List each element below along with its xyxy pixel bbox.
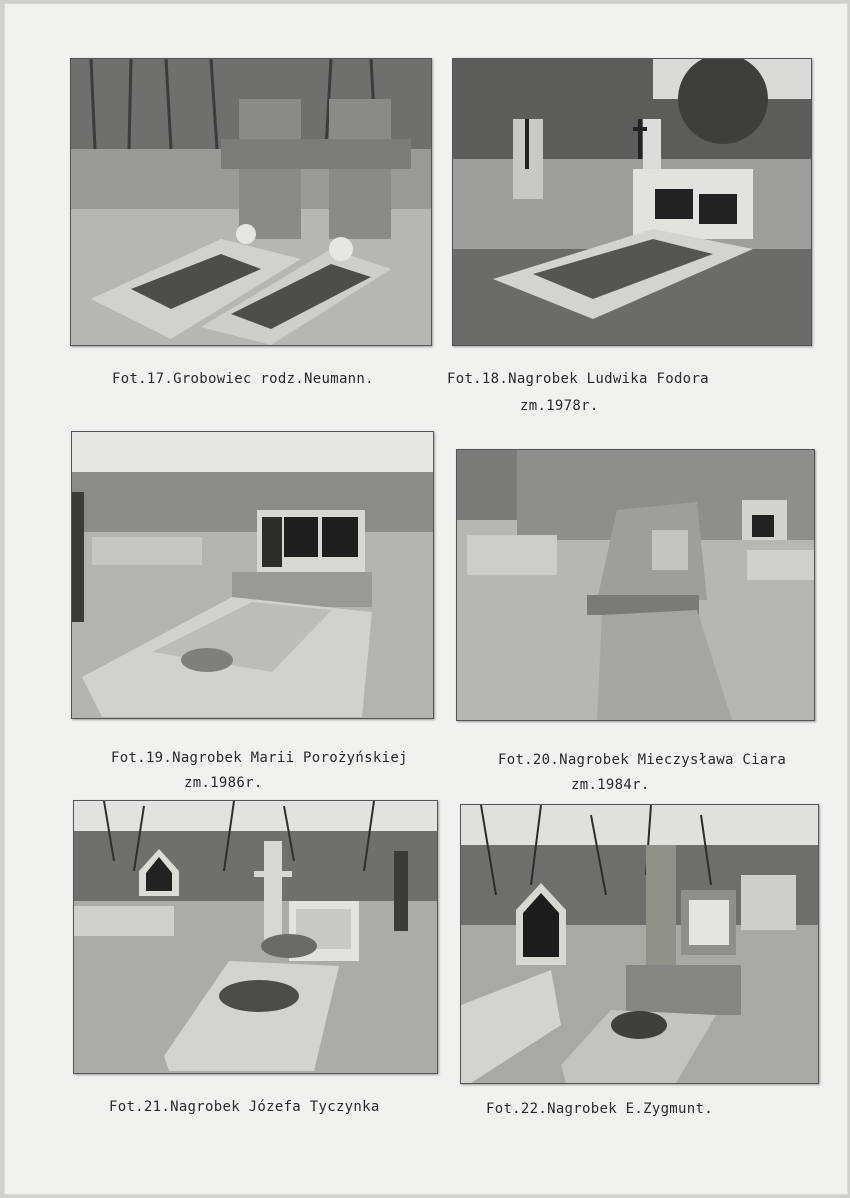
- caption-photo-18-line2: zm.1978r.: [520, 398, 599, 414]
- album-page: [4, 3, 848, 1195]
- caption-photo-22: Fot.22.Nagrobek E.Zygmunt.: [486, 1101, 713, 1117]
- caption-photo-20-line1: Fot.20.Nagrobek Mieczysława Ciara: [498, 752, 787, 768]
- caption-photo-19-line1: Fot.19.Nagrobek Marii Porożyńskiej: [111, 750, 408, 766]
- caption-photo-18-line1: Fot.18.Nagrobek Ludwika Fodora: [447, 371, 709, 387]
- photo-18: [452, 58, 812, 346]
- photo-19: [71, 431, 434, 719]
- photo-22: [460, 804, 819, 1084]
- photo-17: [70, 58, 432, 346]
- caption-photo-20-line2: zm.1984r.: [571, 777, 650, 793]
- caption-photo-21: Fot.21.Nagrobek Józefa Tyczynka: [109, 1099, 380, 1115]
- photo-21: [73, 800, 438, 1074]
- caption-photo-17: Fot.17.Grobowiec rodz.Neumann.: [112, 371, 374, 387]
- photo-20: [456, 449, 815, 721]
- caption-photo-19-line2: zm.1986r.: [184, 775, 263, 791]
